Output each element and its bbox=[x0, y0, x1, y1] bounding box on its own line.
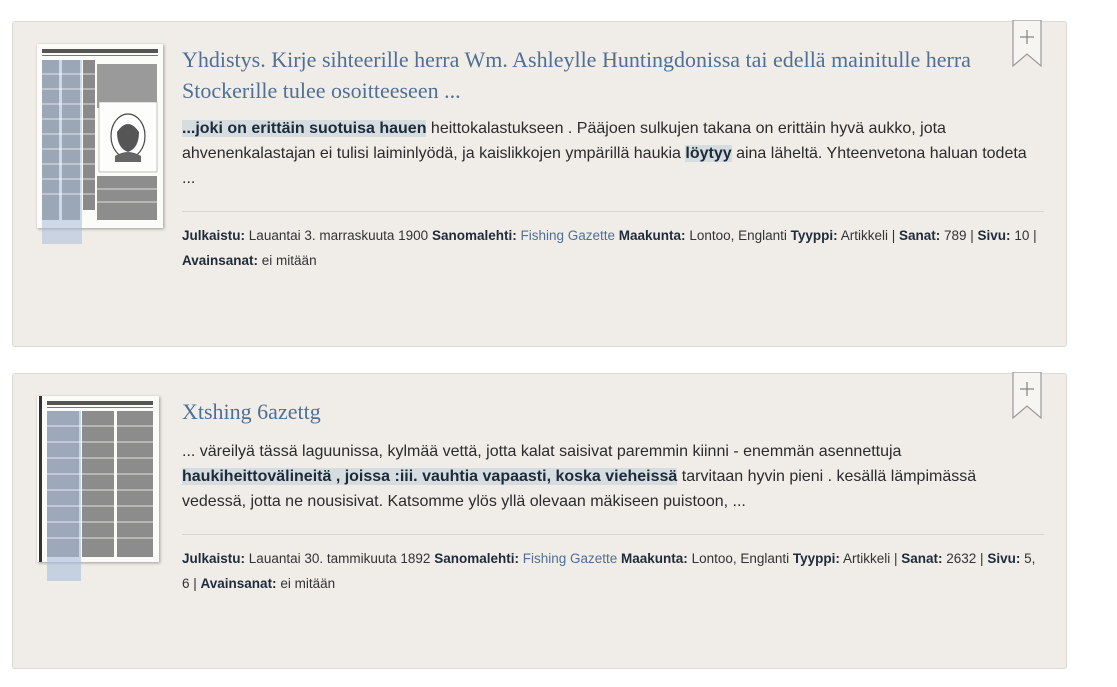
words-value: 2632 bbox=[946, 551, 977, 566]
result-title-link[interactable]: Yhdistys. Kirje sihteerille herra Wm. Ashleylle Huntingdonissa tai edellä mainitulle herra Stockerille tulee osoitteeseen ... bbox=[182, 47, 971, 103]
published-date: Lauantai 30. tammikuuta 1892 bbox=[248, 551, 431, 566]
region-label: Maakunta: bbox=[618, 228, 686, 243]
snippet-text: aina läheltä. Yhteenvetona haluan todeta ... bbox=[182, 145, 1027, 187]
thumbnail-image bbox=[37, 396, 159, 586]
result-title-link[interactable]: Xtshing 6azettg bbox=[182, 399, 321, 424]
snippet-text: tarvitaan hyvin pieni . kesällä lämpimässä vedessä, jotta ne nousisivat. Katsomme ylös yllä olevaan mäkiseen puistoon, ... bbox=[182, 468, 977, 510]
region-label: Maakunta: bbox=[621, 551, 688, 566]
keywords-label: Avainsanat: bbox=[200, 576, 277, 591]
snippet-text: ... väreilyä tässä laguunissa, kylmää vettä, jotta kalat saisivat paremmin kiinni - enemmän asennettuja bbox=[182, 443, 902, 460]
page-value: 5, 6 bbox=[182, 551, 1036, 591]
region-value: Lontoo, Englanti bbox=[689, 228, 787, 243]
divider bbox=[182, 211, 1044, 212]
page-label: Sivu: bbox=[987, 551, 1021, 566]
snippet-text: heittokalastukseen . Pääjoen sulkujen takana on erittäin hyvä aukko, jota ahvenenkalastajan ei tulisi laiminlyödä, ja kaislikkojen ympärillä haukia bbox=[182, 120, 946, 162]
words-label: Sanat: bbox=[901, 551, 943, 566]
type-value: Artikkeli bbox=[842, 551, 891, 566]
type-label: Tyyppi: bbox=[790, 228, 838, 243]
thumbnail-image bbox=[37, 44, 163, 244]
result-metadata: Julkaistu: Lauantai 3. marraskuuta 1900 Sanomalehti: Fishing Gazette Maakunta: Lontoo, Englanti Tyyppi: Artikkeli | Sanat: 789 | Sivu: 10 | Avainsanat: ei mitään bbox=[182, 228, 1037, 268]
search-highlight: ...joki on erittäin suotuisa hauen bbox=[182, 120, 427, 137]
keywords-value: ei mitään bbox=[261, 253, 317, 268]
type-label: Tyyppi: bbox=[792, 551, 840, 566]
search-result-card bbox=[12, 21, 1067, 347]
keywords-label: Avainsanat: bbox=[182, 253, 259, 268]
newspaper-link[interactable]: Fishing Gazette bbox=[520, 228, 616, 243]
newspaper-label: Sanomalehti: bbox=[431, 228, 517, 243]
published-label: Julkaistu: bbox=[182, 551, 246, 566]
newspaper-page-thumbnail[interactable] bbox=[37, 44, 163, 228]
newspaper-page-thumbnail[interactable] bbox=[37, 396, 159, 562]
newspaper-label: Sanomalehti: bbox=[434, 551, 519, 566]
search-highlight: löytyy bbox=[685, 145, 732, 162]
result-snippet bbox=[182, 116, 1044, 191]
region-value: Lontoo, Englanti bbox=[691, 551, 790, 566]
words-label: Sanat: bbox=[898, 228, 941, 243]
type-value: Artikkeli bbox=[840, 228, 888, 243]
bookmark-plus-icon[interactable] bbox=[1012, 372, 1042, 420]
newspaper-link[interactable]: Fishing Gazette bbox=[522, 551, 618, 566]
result-metadata: Julkaistu: Lauantai 30. tammikuuta 1892 Sanomalehti: Fishing Gazette Maakunta: Lontoo, Englanti Tyyppi: Artikkeli | Sanat: 2632 | Sivu: 5, 6 | Avainsanat: ei mitään bbox=[182, 551, 1036, 591]
result-snippet bbox=[182, 439, 1044, 514]
search-highlight: haukiheittovälineitä , joissa :iii. vauhtia vapaasti, koska vieheissä bbox=[182, 468, 678, 485]
bookmark-plus-icon[interactable] bbox=[1012, 20, 1042, 68]
words-value: 789 bbox=[944, 228, 967, 243]
search-result-card bbox=[12, 373, 1067, 669]
keywords-value: ei mitään bbox=[280, 576, 336, 591]
page-label: Sivu: bbox=[977, 228, 1011, 243]
published-date: Lauantai 3. marraskuuta 1900 bbox=[248, 228, 429, 243]
divider bbox=[182, 534, 1044, 535]
page-value: 10 bbox=[1014, 228, 1030, 243]
published-label: Julkaistu: bbox=[182, 228, 246, 243]
